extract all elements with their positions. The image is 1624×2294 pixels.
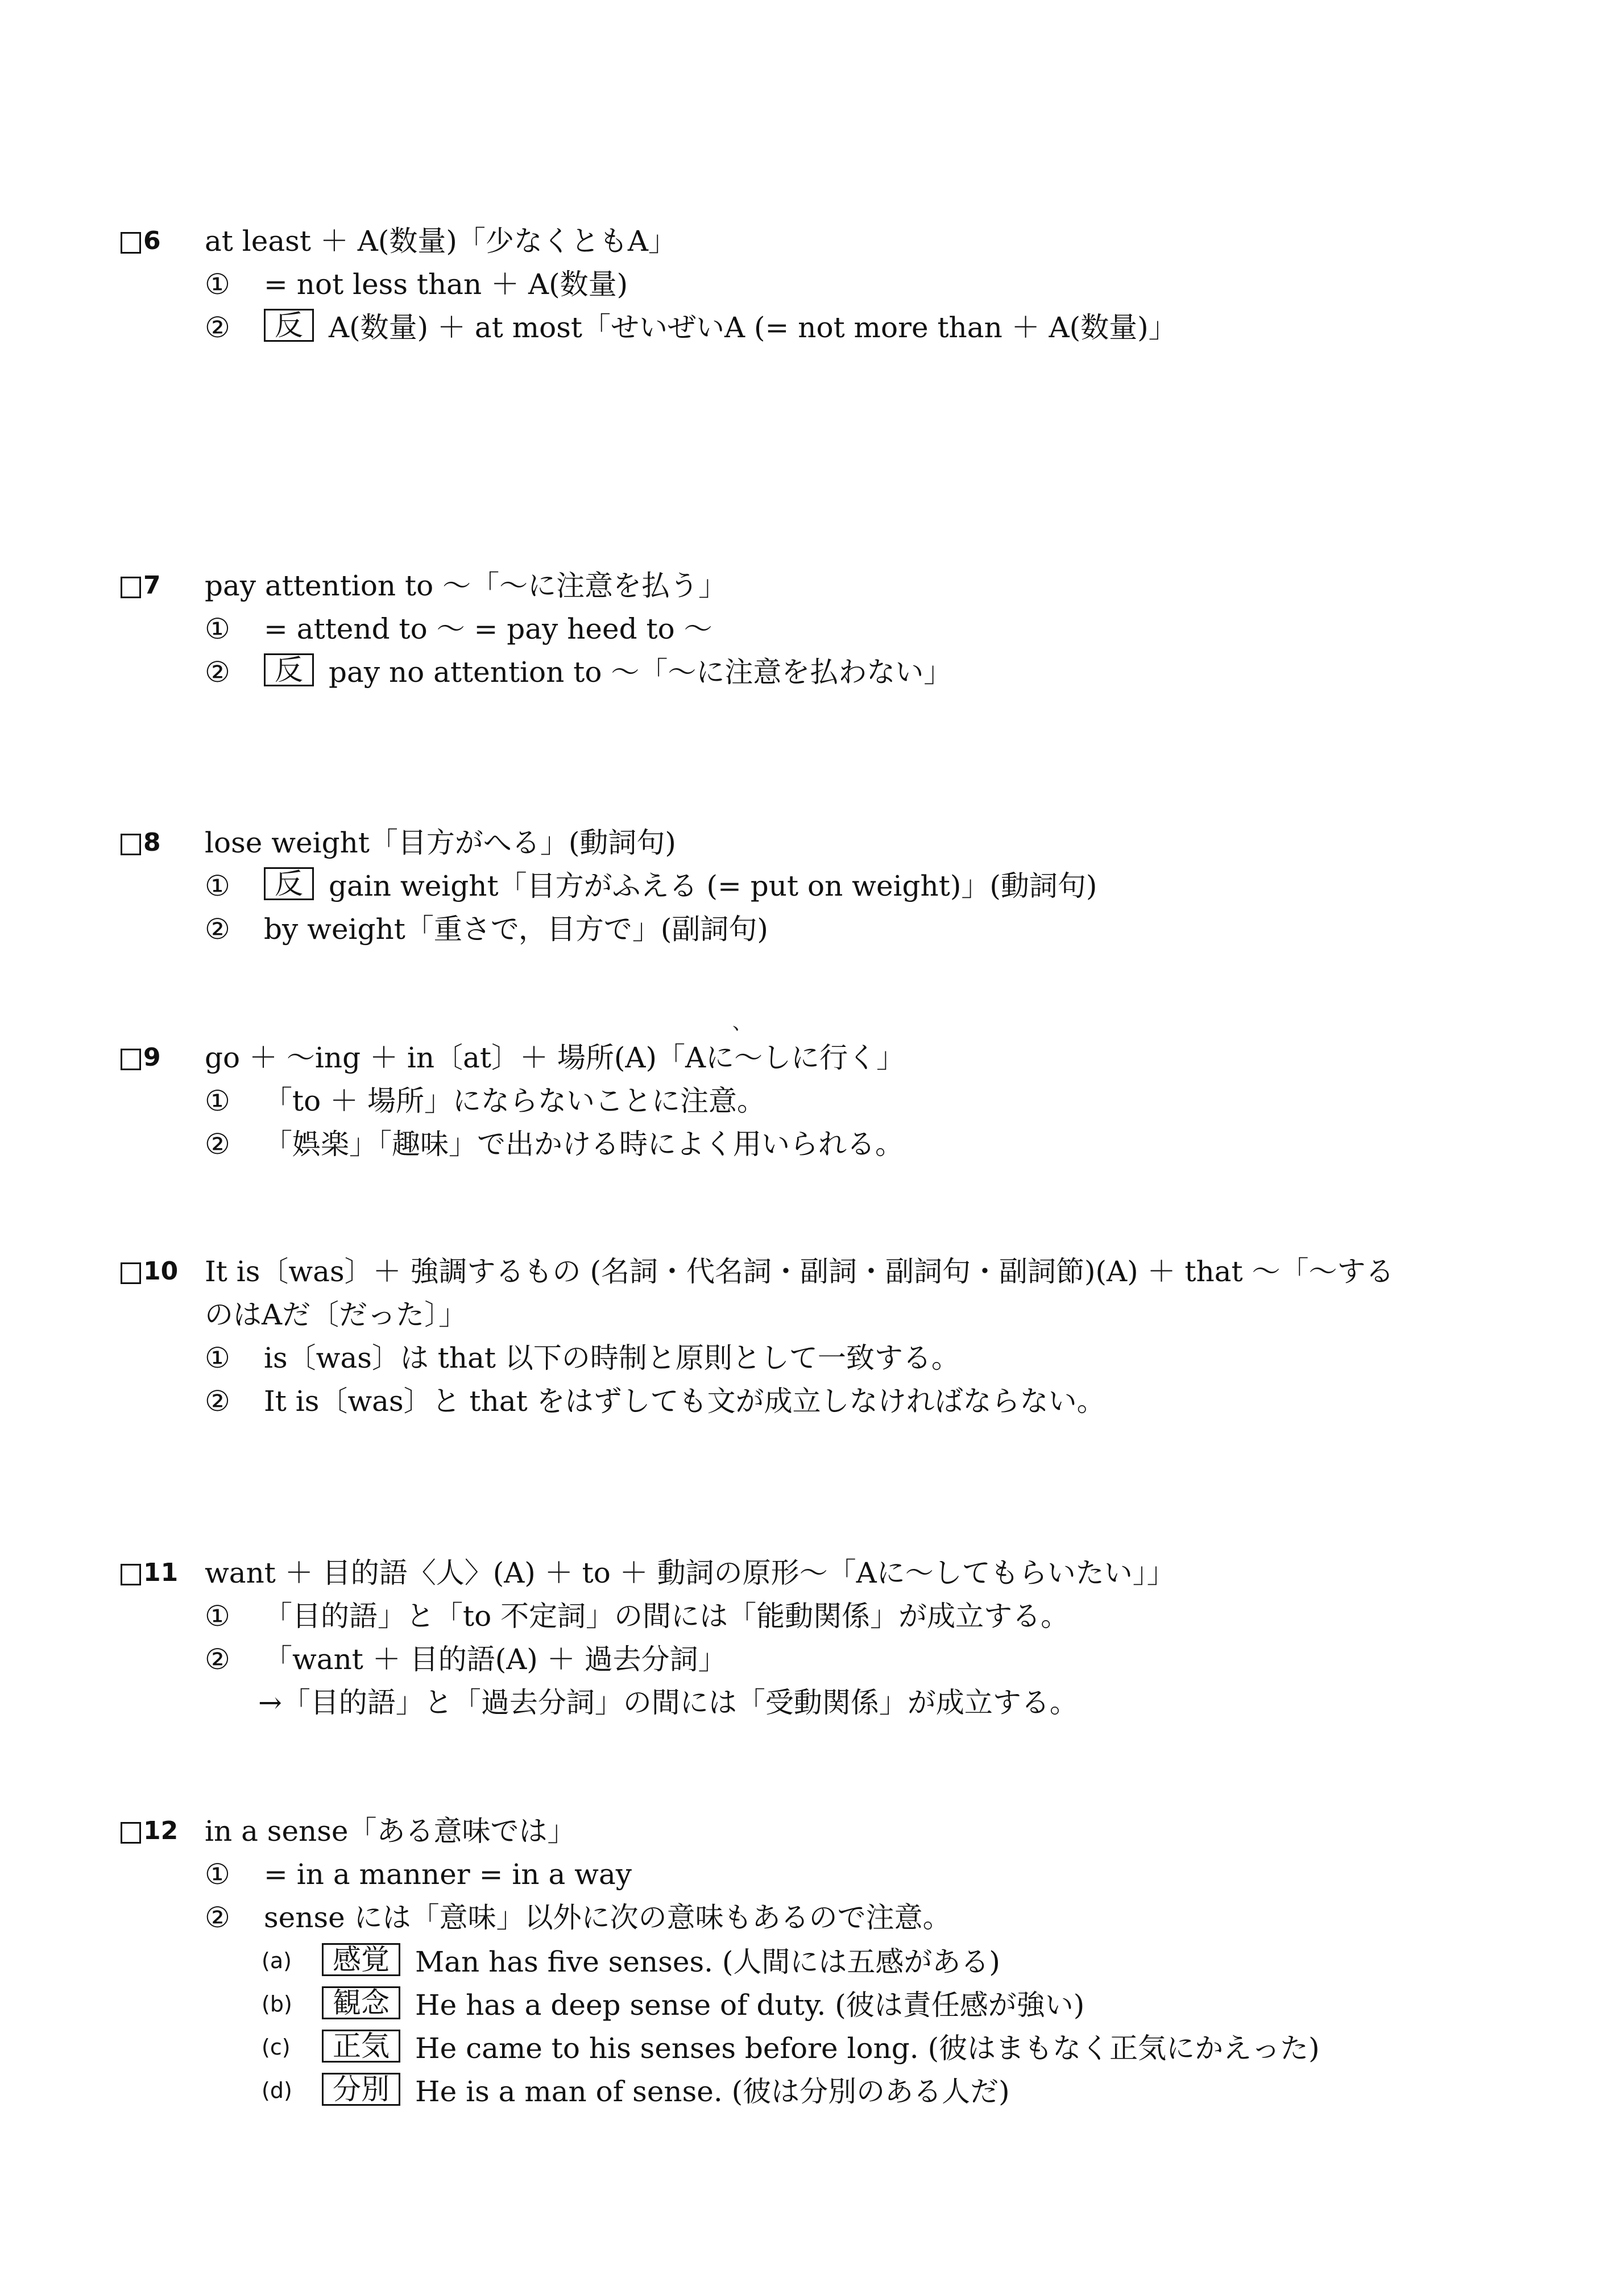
point-1 [205, 1853, 632, 1896]
point-marker: ① [205, 1600, 230, 1633]
point-1 [205, 607, 712, 651]
point-2 [205, 1638, 727, 1681]
entry-number: 11 [143, 1558, 179, 1587]
entry-headline: at least ＋ A(数量)「少なくともA」 [205, 225, 677, 258]
example-label: (b) [262, 1991, 292, 2016]
example-label: (c) [262, 2035, 291, 2060]
point-text: pay no attention to ～「～に注意を払わない」 [329, 656, 952, 689]
point-text: = not less than ＋ A(数量) [264, 268, 628, 301]
point-text: A(数量) ＋ at most「せいぜいA (= not more than ＋ A(数量)」 [329, 311, 1177, 344]
point-1 [205, 1595, 1069, 1638]
checkbox[interactable] [121, 1822, 141, 1844]
point-1 [205, 1079, 765, 1123]
point-text: 「want ＋ 目的語(A) ＋ 過去分詞」 [264, 1643, 727, 1676]
entry-headline-continued: のはAだ〔だった〕」 [205, 1298, 467, 1331]
entry-number: 8 [143, 828, 161, 857]
point-text: 「to ＋ 場所」にならないことに注意。 [264, 1084, 765, 1117]
example-text: Man has five senses. (人間には五感がある) [415, 1945, 1000, 1978]
point-1 [205, 1336, 960, 1380]
meaning-box: 感覚 [322, 1943, 400, 1976]
antonym-box: 反 [264, 653, 314, 686]
example-text: He has a deep sense of duty. (彼は責任感が強い) [415, 1989, 1085, 2022]
point-text: = attend to ～ = pay heed to ～ [264, 612, 712, 645]
point-marker: ① [205, 612, 230, 645]
point-marker: ① [205, 1341, 230, 1374]
point-2 [205, 1896, 951, 1939]
checkbox[interactable] [121, 1049, 141, 1070]
example-a [262, 1939, 1000, 1982]
entry-headline: in a sense「ある意味では」 [205, 1815, 576, 1848]
example-text: He came to his senses before long. (彼はまもなく正気にかえった) [415, 2032, 1320, 2065]
point-text: sense には「意味」以外に次の意味もあるので注意。 [264, 1901, 951, 1934]
antonym-box: 反 [264, 867, 314, 900]
entry-number: 7 [143, 571, 161, 600]
point-marker: ② [205, 311, 230, 344]
point-marker: ② [205, 1643, 230, 1676]
checkbox[interactable] [121, 232, 141, 254]
point-marker: ① [205, 1084, 230, 1117]
point-2 [205, 306, 1177, 349]
point-marker: ① [205, 1858, 230, 1891]
point-1 [205, 263, 628, 306]
point-text: = in a manner = in a way [264, 1858, 632, 1891]
point-2 [205, 651, 952, 694]
entry-number: 12 [143, 1816, 179, 1845]
meaning-box: 観念 [322, 1986, 400, 2019]
point-text: 「娯楽」「趣味」で出かける時によく用いられる。 [264, 1128, 904, 1161]
example-label: (d) [262, 2078, 292, 2103]
point-1 [205, 864, 1097, 908]
entry-headline: pay attention to ～「～に注意を払う」 [205, 569, 727, 602]
point-marker: ② [205, 1128, 230, 1161]
point-marker: ② [205, 1385, 230, 1418]
entry-number: 9 [143, 1043, 161, 1072]
entry-number: 6 [143, 226, 161, 255]
point-marker: ② [205, 656, 230, 689]
example-b [262, 1982, 1084, 2026]
point-2 [205, 1380, 1105, 1423]
checkbox[interactable] [121, 1262, 141, 1284]
meaning-box: 分別 [322, 2073, 400, 2106]
entry-number: 10 [143, 1257, 179, 1286]
checkbox[interactable] [121, 1564, 141, 1585]
point-2 [205, 1123, 904, 1166]
point-marker: ① [205, 268, 230, 301]
example-c [262, 2026, 1320, 2069]
checkbox[interactable] [121, 834, 141, 855]
example-text: He is a man of sense. (彼は分別のある人だ) [415, 2075, 1010, 2108]
point-marker: ① [205, 869, 230, 902]
entry-headline: want ＋ 目的語〈人〉(A) ＋ to ＋ 動詞の原形～「Aに～してもらいたい」」 [205, 1556, 1175, 1589]
checkbox[interactable] [121, 577, 141, 598]
point-marker: ② [205, 1901, 230, 1934]
entry-headline: lose weight「目方がへる」(動詞句) [205, 826, 676, 859]
example-label: (a) [262, 1948, 292, 1973]
point-marker: ② [205, 913, 230, 946]
point-text: It is〔was〕と that をはずしても文が成立しなければならない。 [264, 1385, 1105, 1418]
point-2 [205, 908, 768, 951]
entry-headline: It is〔was〕＋ 強調するもの (名詞・代名詞・副詞・副詞句・副詞節)(A) ＋ that ～「～する [205, 1255, 1394, 1288]
arrow-note: →「目的語」と「過去分詞」の間には「受動関係」が成立する。 [258, 1686, 1078, 1719]
antonym-box: 反 [264, 309, 314, 342]
point-text: 「目的語」と「to 不定詞」の間には「能動関係」が成立する。 [264, 1600, 1070, 1633]
entry-headline: go ＋ ～ing ＋ in〔at〕＋ 場所(A)「Aに～しに行く」 [205, 1041, 905, 1074]
emphasis-mark: 、 [732, 1012, 752, 1034]
point-text: gain weight「目方がふえる (= put on weight)」(動詞句) [329, 869, 1097, 902]
point-text: is〔was〕は that 以下の時制と原則として一致する。 [264, 1341, 960, 1374]
point-text: by weight「重さで，目方で」(副詞句) [264, 913, 768, 946]
meaning-box: 正気 [322, 2030, 400, 2063]
example-d [262, 2069, 1010, 2112]
